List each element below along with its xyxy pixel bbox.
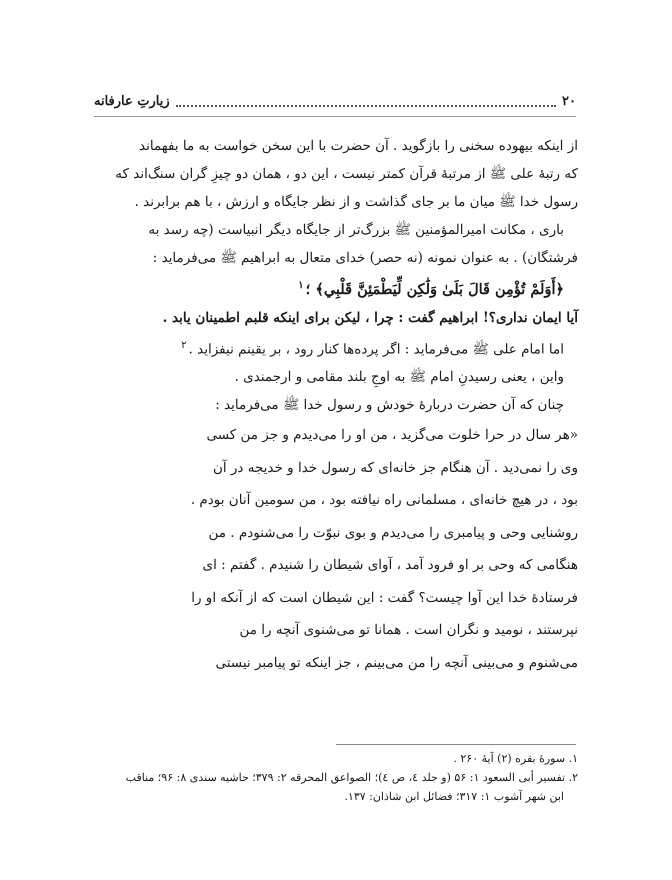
body-line-text: اما امام علی ﷺ می‌فرماید : اگر پرده‌ها کنار رود ، بر یقینم نیفزاید . xyxy=(188,341,564,358)
main-text xyxy=(92,132,578,679)
quote-line: هنگامی که وحی بر او فرود آمد ، آوای شیطان را شنیدم . گفتم : ای xyxy=(202,557,578,574)
body-line: چنان که آن حضرت دربارهٔ خودش و رسول خدا ﷺ می‌فرماید : xyxy=(215,397,564,414)
footnotes xyxy=(92,749,578,806)
quote-line: نپرستند ، نومید و نگران است . همانا تو می‌شنوی آنچه را من xyxy=(239,622,578,639)
quote-line: وی را نمی‌دید . آن هنگام جز خانه‌ای که رسول خدا و خدیجه در آن xyxy=(212,459,578,476)
footnote-2-continued: ابن شهر آشوب ۱: ۳۱۷؛ فضائل ابن شاذان: ۱۳۷. xyxy=(344,790,564,803)
page-number: ۲۰ xyxy=(562,94,576,109)
quote-line: بود ، در هیچ خانه‌ای ، مسلمانی راه نیافته بود ، من سومین آنان بودم . xyxy=(190,492,578,509)
footnote-1: ۱. سورهٔ بقره (۲) آیهٔ ۲۶۰ . xyxy=(453,752,578,765)
footnote-2: ۲. تفسیر أبی السعود ۱: ۵۶ (و جلد ٤، ص ٤)؛ الصواعق المحرقه ۲: ۳۷۹؛ حاشیه سندی ۸: ۹۶؛ مناقب xyxy=(125,771,578,784)
verse-translation: آیا ایمان نداری؟! ابراهیم گفت : چرا ، لیکن برای اینکه قلبم اطمینان یابد . xyxy=(162,309,578,326)
header-divider xyxy=(94,116,576,117)
body-line: از اینکه بیهوده سخنی را بازگوید . آن حضرت با این سخن خواست به ما بفهماند xyxy=(139,138,578,154)
body-line: رسول خدا ﷺ میان ما بر جای گذاشت و از نظر جایگاه و ارزش ، با هم برابرند . xyxy=(134,194,578,210)
body-line xyxy=(92,332,578,364)
body-line: فرشتگان) . به عنوان نمونه (نه حصر) خدای متعال به ابراهیم ﷺ می‌فرماید : xyxy=(152,250,578,266)
running-header xyxy=(94,94,576,109)
body-line: باری ، مکانت امیرالمؤمنین ﷺ بزرگ‌تر از جایگاه دیگر انبیاست (چه رسد به xyxy=(148,222,564,238)
running-title: زیارتِ عارفانه xyxy=(94,94,170,109)
quote-line: فرستادهٔ خدا این آوا چیست؟ گفت : این شیطان است که از آنکه او را xyxy=(191,589,578,606)
body-line: که رتبهٔ علی ﷺ از مرتبهٔ قرآن کمتر نیست ، این دو ، همان دو چیزِ گران سنگ‌اند که xyxy=(115,166,578,182)
footnote-divider xyxy=(336,744,576,745)
quote-line: «هر سال در حرا خلوت می‌گزید ، من او را می‌دیدم و جز من کسی xyxy=(206,427,578,444)
header-dot-leader xyxy=(176,97,556,107)
hadith-quote xyxy=(92,419,578,679)
footnote-ref-1: ۱ xyxy=(298,280,304,291)
body-line: واین ، یعنی رسیدنِ امام ﷺ به اوجِ بلند مقامی و ارجمندی . xyxy=(234,369,564,386)
quote-line: روشنایی وحی و پیامبری را می‌دیدم و بوی نبوّت را می‌شنودم . من xyxy=(208,524,578,541)
verse-text: ﴿أَوَلَمْ تُؤْمِن قَالَ بَلَىٰ وَلَٰكِن لِّيَطْمَئِنَّ قَلْبِي﴾ ؛ xyxy=(305,280,564,298)
quote-line: می‌شنوم و می‌بینی آنچه را من می‌بینم ، جز اینکه تو پیامبر نیستی xyxy=(215,654,578,671)
quran-verse xyxy=(92,272,578,304)
footnote-ref-2: ۲ xyxy=(181,339,187,351)
